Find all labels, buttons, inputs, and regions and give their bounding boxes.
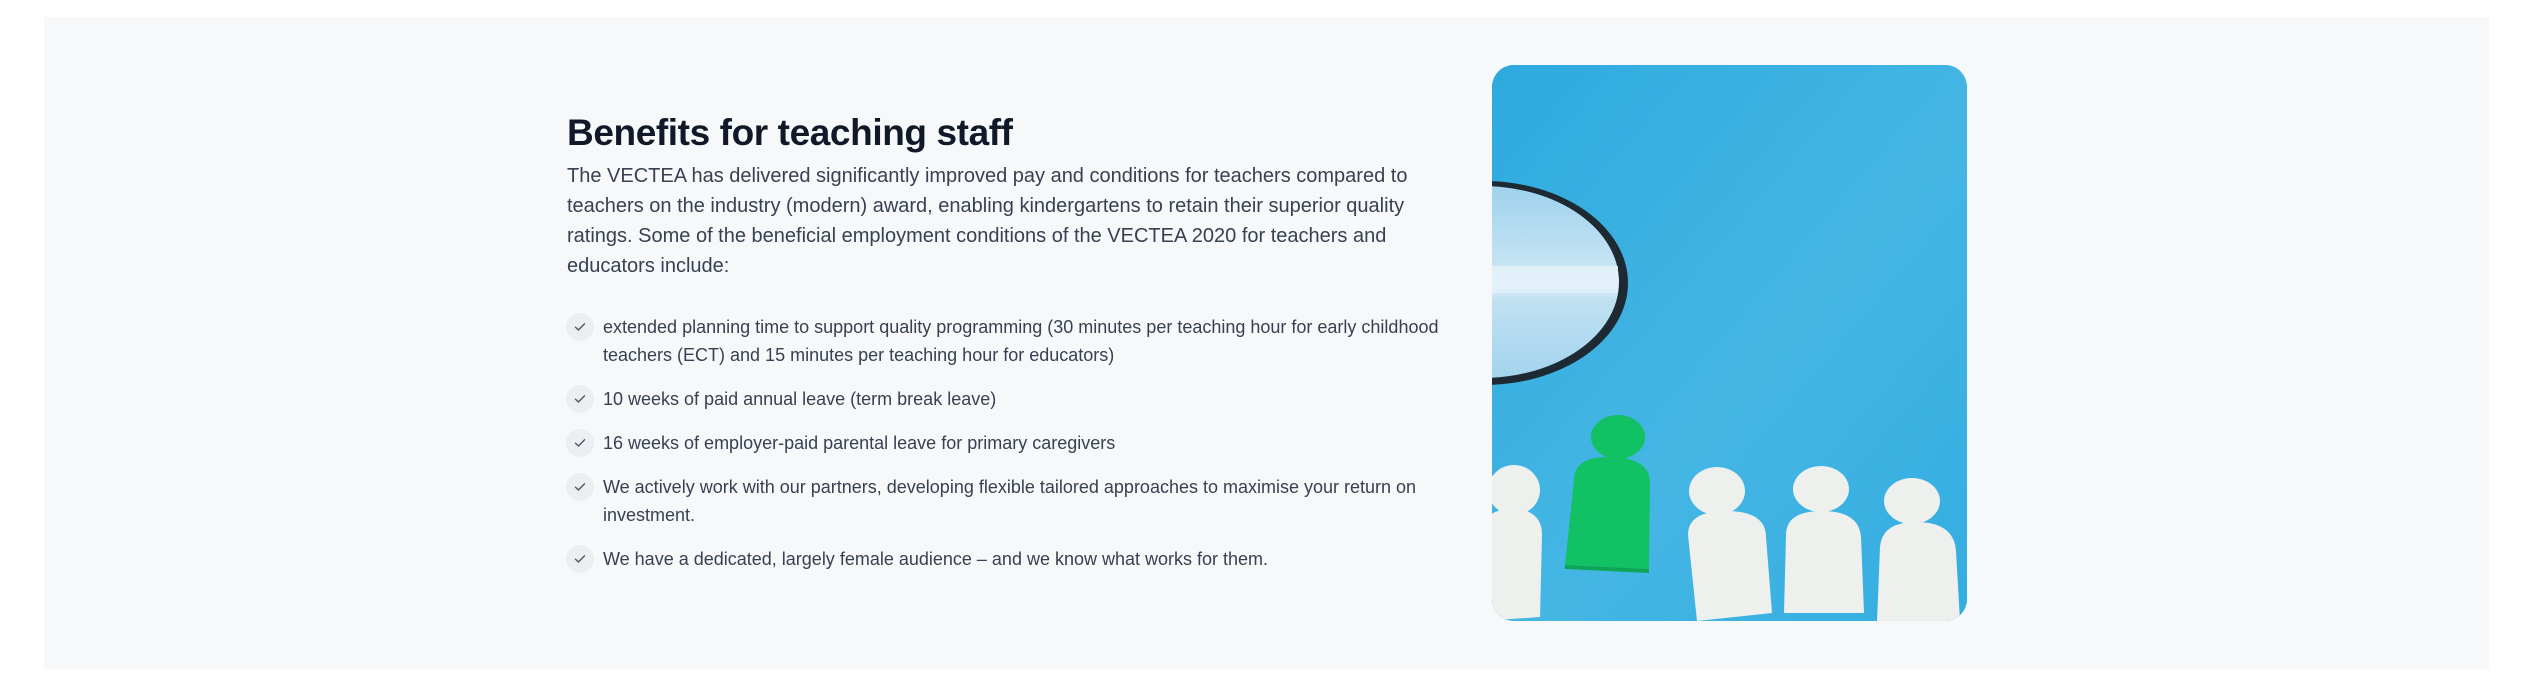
check-icon — [566, 429, 594, 457]
section-title: Benefits for teaching staff — [567, 112, 1013, 153]
benefit-line: extended planning time to support quality programming (30 minutes per teaching hour for early childhood — [603, 317, 1439, 337]
benefit-text — [603, 473, 1416, 529]
intro-line: The VECTEA has delivered significantly improved pay and conditions for teachers compared to — [567, 165, 1408, 187]
benefit-line: teachers (ECT) and 15 minutes per teaching hour for educators) — [603, 345, 1115, 365]
benefit-text — [603, 313, 1439, 369]
benefit-text — [603, 385, 996, 413]
check-icon — [566, 385, 594, 413]
intro-line: educators include: — [567, 255, 730, 277]
check-icon — [566, 473, 594, 501]
benefit-text — [603, 429, 1115, 457]
white-figure — [1492, 465, 1542, 621]
benefit-line: investment. — [603, 505, 696, 525]
benefit-text — [603, 545, 1268, 573]
benefit-line: 16 weeks of employer-paid parental leave for primary caregivers — [603, 433, 1116, 453]
intro-line: ratings. Some of the beneficial employment conditions of the VECTEA 2020 for teachers and — [567, 225, 1387, 247]
intro-line: teachers on the industry (modern) award, enabling kindergartens to retain their superior quality — [567, 195, 1405, 217]
check-icon — [566, 545, 594, 573]
benefit-line: We have a dedicated, largely female audience – and we know what works for them. — [603, 549, 1269, 569]
intro-paragraph — [567, 161, 1407, 281]
hero-image — [1492, 65, 1967, 621]
benefit-line: 10 weeks of paid annual leave (term break leave) — [603, 389, 997, 409]
magnifier-figures-illustration — [1492, 65, 1967, 621]
benefit-line: We actively work with our partners, developing flexible tailored approaches to maximise your return on — [603, 477, 1417, 497]
check-icon — [566, 313, 594, 341]
